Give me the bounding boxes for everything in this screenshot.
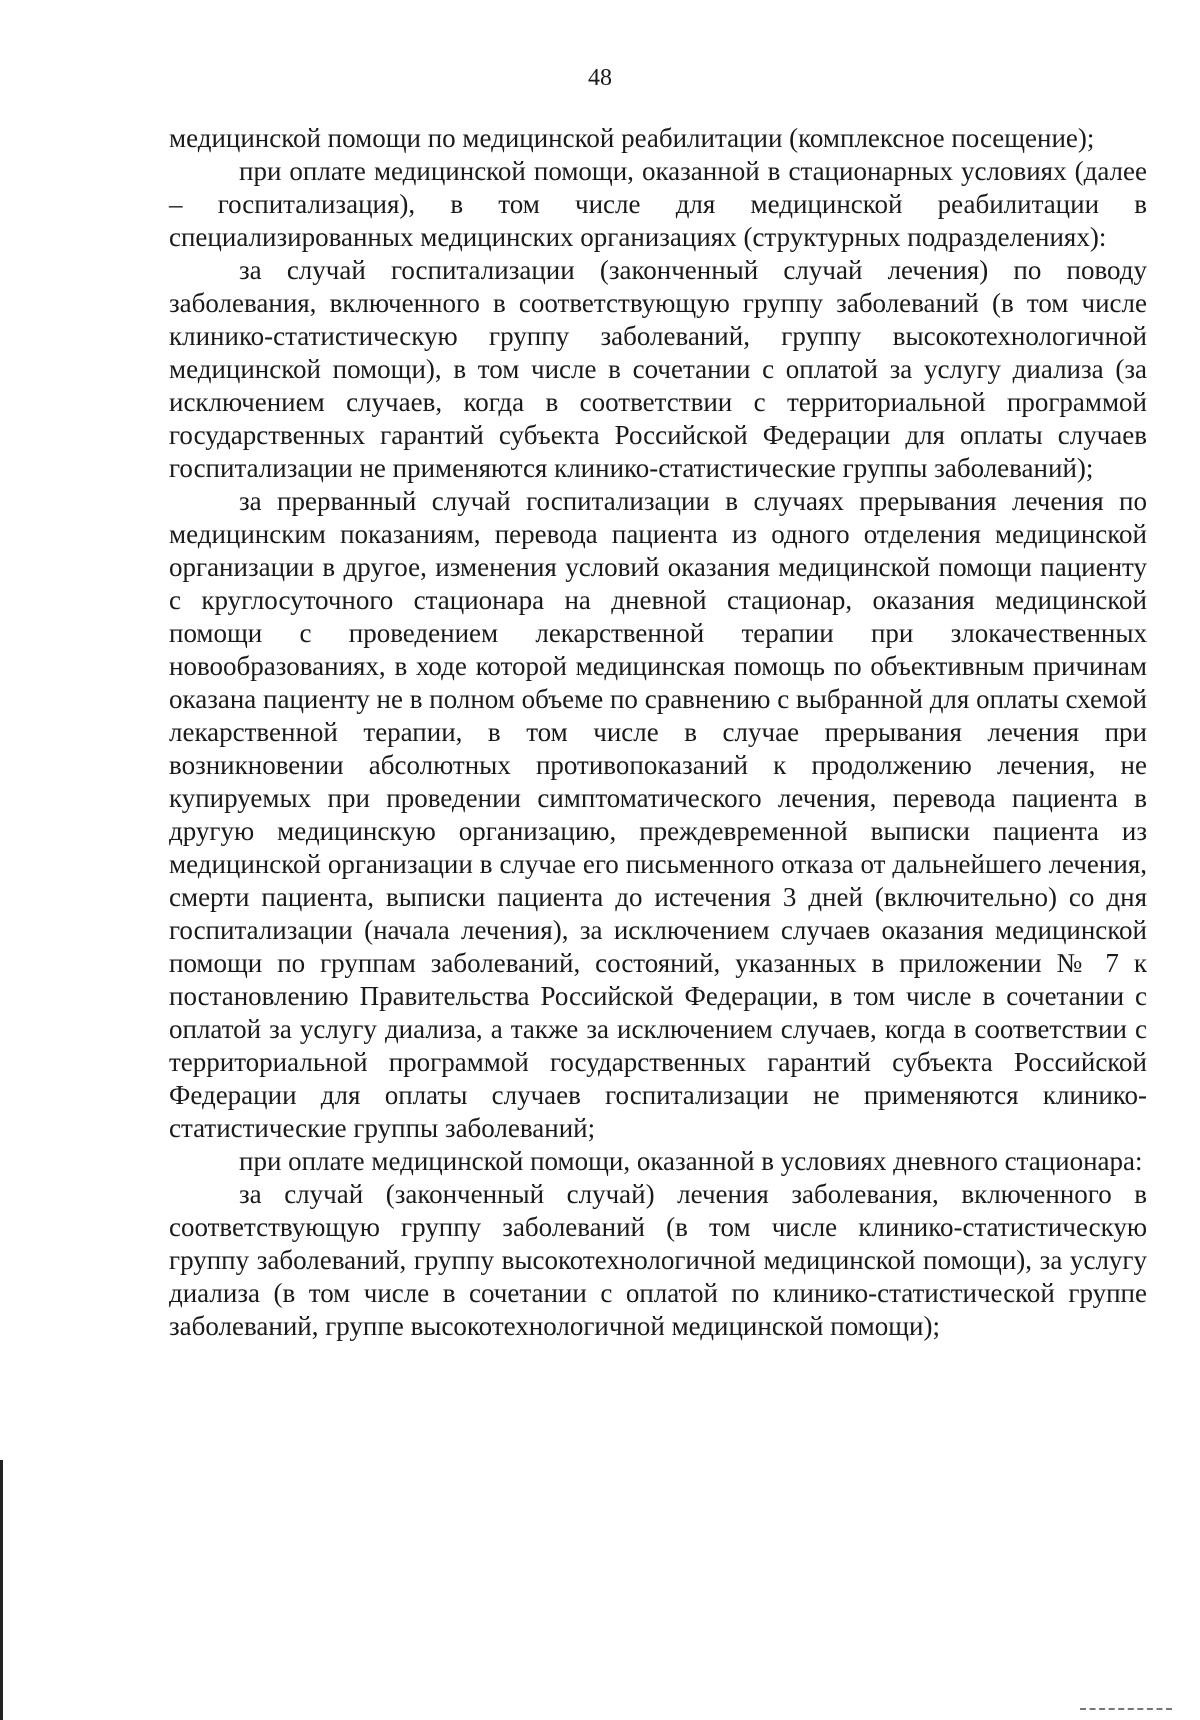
paragraph-inpatient-payment: при оплате медицинской помощи, оказанной в стационарных условиях (далее – госпитализация), в том числе для медицинской реабилитации в специализированных медицинских организациях (структурных подразделениях): xyxy=(169,156,1147,252)
page-number: 48 xyxy=(588,65,612,91)
paragraph-continuation: медицинской помощи по медицинской реабилитации (комплексное посещение); xyxy=(169,123,1095,153)
paragraph-interrupted-case: за прерванный случай госпитализации в случаях прерывания лечения по медицинским показаниям, перевода пациента из одного отделения медицинской организации в другое, изменения условий оказания медицинской помощи пациенту с круглосуточного стационара на дневной стационар, оказания медицинской помощи с проведением лекарственной терапии при злокачественных новообразованиях, в ходе которой медицинская помощь по объективным причинам оказана пациенту не в полном объеме по сравнению с выбранной для оплаты схемой лекарственной терапии, в том числе в случае прерывания лечения при возникновении абсолютных противопоказаний к продолжению лечения, не купируемых при проведении симптоматического лечения, перевода пациента в другую медицинскую организацию, преждевременной выписки пациента из медицинской организации в случае его письменного отказа от дальнейшего лечения, смерти пациента, выписки пациента до истечения 3 дней (включительно) со дня госпитализации (начала лечения), за исключением случаев оказания медицинской помощи по группам заболеваний, состояний, указанных в приложении № 7 к постановлению Правительства Российской Федерации, в том числе в сочетании с оплатой за услугу диализа, а также за исключением случаев, когда в соответствии с территориальной программой государственных гарантий субъекта Российской Федерации для оплаты случаев госпитализации не применяются клинико-статистические группы заболеваний; xyxy=(169,486,1147,1143)
paragraph-day-hospital-case: за случай (законченный случай) лечения заболевания, включенного в соответствующую группу заболеваний (в том числе клинико-статистическую группу заболеваний, группу высокотехнологичной медицинской помощи), за услугу диализа (в том числе в сочетании с оплатой по клинико-статистической группе заболеваний, группе высокотехнологичной медицинской помощи); xyxy=(169,1179,1147,1341)
scan-corner-mark xyxy=(1080,1708,1172,1712)
document-body xyxy=(169,122,1147,1343)
scan-edge-mark xyxy=(0,1460,3,1720)
paragraph-hospitalization-case: за случай госпитализации (законченный случай лечения) по поводу заболевания, включенного в соответствующую группу заболеваний (в том числе клинико-статистическую группу заболеваний, группу высокотехнологичной медицинской помощи), в том числе в сочетании с оплатой за услугу диализа (за исключением случаев, когда в соответствии с территориальной программой государственных гарантий субъекта Российской Федерации для оплаты случаев госпитализации не применяются клинико-статистические группы заболеваний); xyxy=(169,255,1147,483)
paragraph-day-hospital-payment: при оплате медицинской помощи, оказанной в условиях дневного стационара: xyxy=(239,1146,1143,1176)
